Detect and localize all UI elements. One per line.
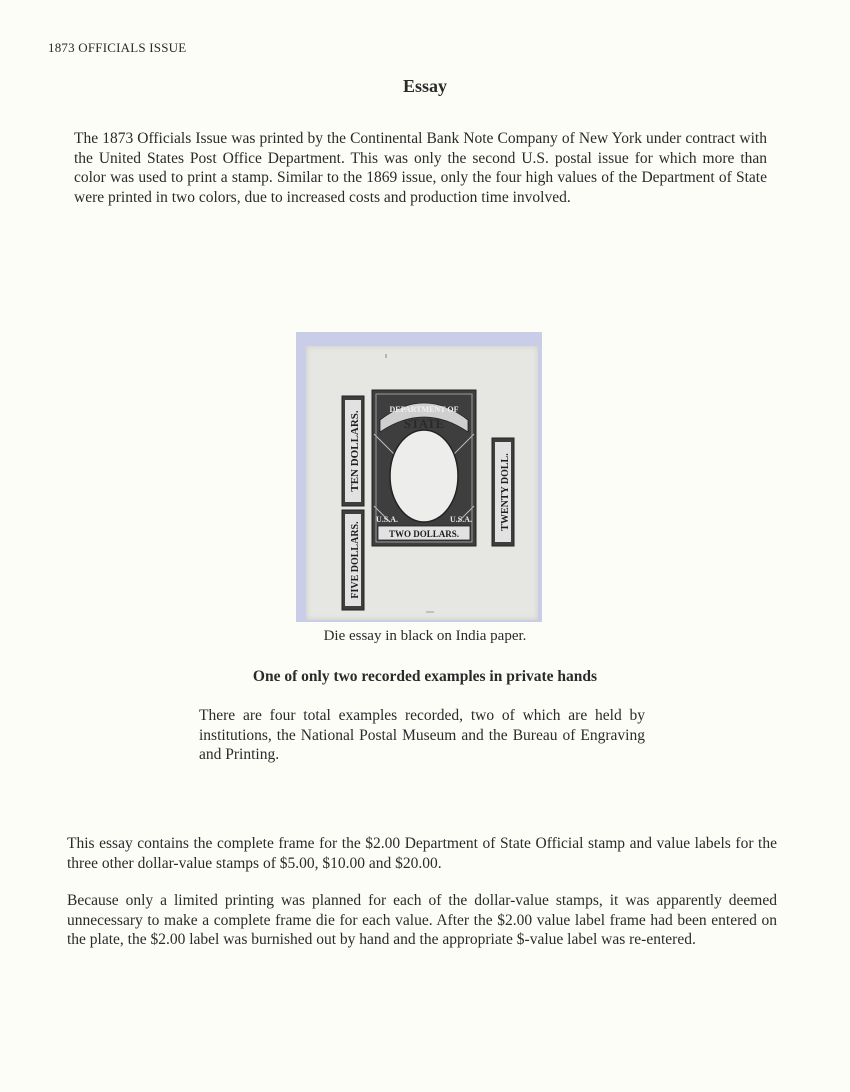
intro-paragraph: The 1873 Officials Issue was printed by the Continental Bank Note Company of New York under contract with the United States Post Office Department. This was only the second U.S. postal issue for which more than color was used to print a stamp. Similar to the 1869 issue, only the four high values of the Department of State were printed in two colors, due to increased costs and production time involved. — [74, 130, 767, 206]
page-title: Essay — [402, 76, 447, 96]
five-dollars-text: FIVE DOLLARS. — [350, 521, 361, 599]
image-caption: Die essay in black on India paper. — [323, 628, 527, 644]
twenty-dollars-text: TWENTY DOLL. — [500, 453, 511, 531]
usa-left-text: U.S.A. — [375, 515, 399, 524]
ten-dollars-label — [342, 396, 364, 506]
stamp-essay-image — [306, 346, 538, 620]
ten-dollars-text: TEN DOLLARS. — [349, 410, 361, 492]
essay-india-paper — [306, 346, 538, 620]
highlight-heading: One of only two recorded examples in private hands — [252, 668, 598, 685]
census-paragraph: There are four total examples recorded, two of which are held by institutions, the National Postal Museum and the Bureau of Engraving and Printing. — [199, 707, 645, 763]
dept-text: DEPARTMENT OF — [389, 405, 459, 414]
header-label: 1873 OFFICIALS ISSUE — [48, 40, 187, 55]
frame-description-paragraph: This essay contains the complete frame for the $2.00 Department of State Official stamp and value labels for the three other dollar-value stamps of $5.00, $10.00 and $20.00. — [67, 835, 777, 872]
state-text: STATE — [403, 416, 445, 431]
usa-right-text: U.S.A. — [449, 515, 473, 524]
value-text: TWO DOLLARS. — [388, 529, 460, 539]
essay-mount — [296, 332, 542, 622]
twenty-dollars-label — [492, 438, 514, 546]
printing-note-paragraph: Because only a limited printing was planned for each of the dollar-value stamps, it was apparently deemed unnecessary to make a complete frame die for each value. After the $2.00 value label frame had been entered on the plate, the $2.00 label was burnished out by hand and the appropriate $-value label was re-entered. — [67, 892, 777, 948]
five-dollars-label — [342, 510, 364, 610]
